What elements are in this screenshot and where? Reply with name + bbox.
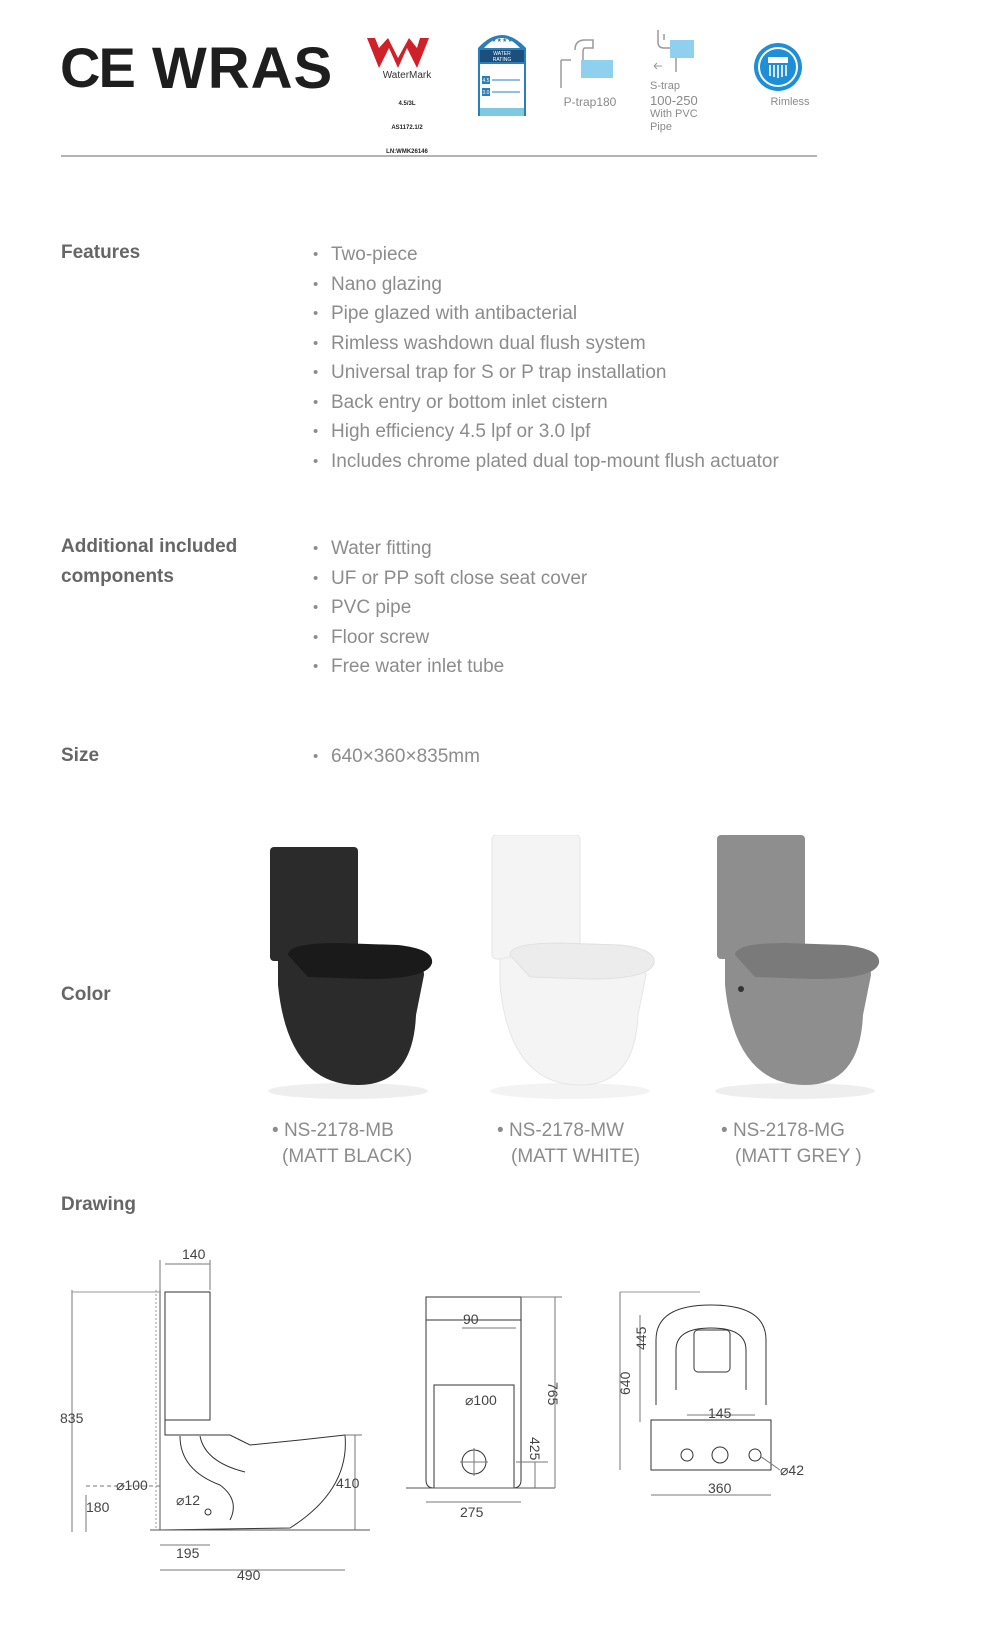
water-rating-value-2: 3.0 bbox=[482, 90, 490, 96]
ce-mark-logo: CE bbox=[60, 36, 134, 99]
feature-item: • Back entry or bottom inlet cistern bbox=[313, 388, 779, 418]
product-caption-grey bbox=[721, 1118, 862, 1170]
toilet-matt-black-image bbox=[248, 835, 448, 1105]
s-trap-range: 100-250 bbox=[650, 93, 698, 108]
watermark-name: WaterMark bbox=[382, 70, 432, 81]
product-code-text: NS-2178-MB bbox=[283, 1120, 394, 1141]
dim-inlet-height: 180 bbox=[86, 1499, 110, 1515]
dim-hole-spacing: 145 bbox=[708, 1405, 732, 1421]
s-trap-note: With PVC Pipe bbox=[650, 108, 698, 133]
s-trap-icon bbox=[650, 26, 700, 76]
features-title: Features bbox=[61, 242, 141, 263]
component-item: • Floor screw bbox=[313, 623, 587, 653]
features-list bbox=[313, 240, 779, 476]
component-item: • Water fitting bbox=[313, 534, 587, 564]
feature-item: • Pipe glazed with antibacterial bbox=[313, 299, 779, 329]
dim-hole: ⌀42 bbox=[780, 1462, 805, 1478]
wras-logo: WRAS bbox=[152, 36, 334, 101]
product-finish: (MATT GREY ) bbox=[735, 1146, 862, 1167]
feature-item: • Includes chrome plated dual top-mount flush actuator bbox=[313, 447, 779, 477]
drawing-title: Drawing bbox=[61, 1194, 136, 1215]
svg-text:★★★★: ★★★★ bbox=[491, 38, 513, 44]
product-code: • NS-2178-MW bbox=[497, 1120, 625, 1141]
product-finish: (MATT BLACK) bbox=[282, 1146, 413, 1167]
component-item: • Free water inlet tube bbox=[313, 652, 587, 682]
watermark-detail-3: LN:WMK26146 bbox=[386, 149, 428, 155]
s-trap-labels bbox=[650, 80, 720, 134]
toilet-matt-grey-image bbox=[695, 835, 895, 1105]
feature-item: • Nano glazing bbox=[313, 270, 779, 300]
size-title: Size bbox=[61, 745, 100, 766]
watermark-detail-1: 4.5/3L bbox=[398, 101, 416, 107]
dim-inlet: ⌀100 bbox=[116, 1477, 148, 1493]
component-item: • PVC pipe bbox=[313, 593, 587, 623]
header-divider bbox=[61, 155, 817, 157]
components-list bbox=[313, 534, 587, 682]
p-trap-label: P-trap180 bbox=[563, 95, 617, 109]
watermark-detail-2: AS1172.1/2 bbox=[391, 125, 423, 131]
dim-outlet-offset: 195 bbox=[176, 1545, 200, 1561]
product-code: • NS-2178-MB bbox=[272, 1120, 394, 1141]
product-code-text: NS-2178-MG bbox=[732, 1120, 845, 1141]
dim-overall-height: 835 bbox=[60, 1410, 84, 1426]
feature-item: • High efficiency 4.5 lpf or 3.0 lpf bbox=[313, 417, 779, 447]
components-title-line1: Additional included bbox=[61, 536, 238, 557]
water-rating-title: WATER bbox=[493, 51, 511, 57]
top-view-drawing bbox=[620, 1292, 780, 1495]
product-code: • NS-2178-MG bbox=[721, 1120, 845, 1141]
component-item: • UF or PP soft close seat cover bbox=[313, 564, 587, 594]
dim-bowl-length: 445 bbox=[633, 1326, 649, 1350]
dim-length: 490 bbox=[237, 1567, 261, 1583]
dim-top-offset: 90 bbox=[463, 1311, 479, 1327]
feature-item: • Universal trap for S or P trap installation bbox=[313, 358, 779, 388]
dim-top-width: 360 bbox=[708, 1480, 732, 1496]
size-item: • 640×360×835mm bbox=[313, 742, 480, 772]
feature-item: • Rimless washdown dual flush system bbox=[313, 329, 779, 359]
s-trap-label: S-trap bbox=[650, 80, 680, 92]
dim-front-outlet: ⌀100 bbox=[465, 1392, 497, 1408]
toilet-matt-white-image bbox=[470, 835, 670, 1105]
dim-front-height: 765 bbox=[545, 1382, 561, 1406]
p-trap-icon bbox=[557, 34, 617, 92]
side-view-drawing bbox=[72, 1260, 370, 1570]
watermark-details bbox=[362, 84, 452, 164]
components-title bbox=[61, 532, 237, 592]
size-list bbox=[313, 742, 480, 772]
rimless-label: Rimless bbox=[770, 96, 810, 108]
product-caption-black bbox=[272, 1118, 412, 1170]
product-finish: (MATT WHITE) bbox=[511, 1146, 641, 1167]
dim-water-inlet: ⌀12 bbox=[176, 1492, 201, 1508]
dim-bowl-height: 410 bbox=[336, 1475, 360, 1491]
components-title-line2: components bbox=[61, 566, 174, 587]
product-code-text: NS-2178-MW bbox=[508, 1120, 625, 1141]
feature-item: • Two-piece bbox=[313, 240, 779, 270]
dim-front-width: 275 bbox=[460, 1504, 484, 1520]
water-rating-label-icon bbox=[476, 28, 528, 118]
dim-outlet-height: 425 bbox=[527, 1437, 543, 1461]
color-title: Color bbox=[61, 984, 111, 1005]
rimless-icon bbox=[753, 42, 803, 92]
svg-text:RATING: RATING bbox=[492, 57, 512, 63]
product-caption-white bbox=[497, 1118, 640, 1170]
dim-cistern-depth: 140 bbox=[182, 1246, 206, 1262]
watermark-logo-icon bbox=[365, 36, 431, 70]
water-rating-value-1: 4.5 bbox=[482, 78, 490, 84]
technical-drawing bbox=[0, 1240, 1000, 1640]
dim-top-length: 640 bbox=[617, 1371, 633, 1395]
